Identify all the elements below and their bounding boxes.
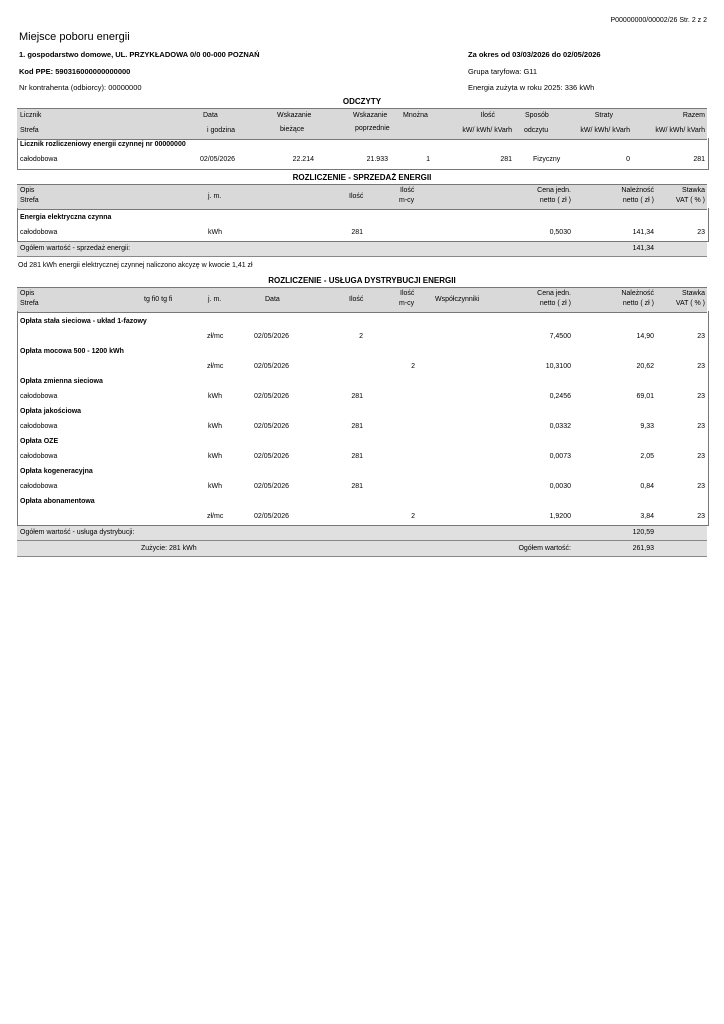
distribution-total-row — [17, 525, 707, 541]
col-coefficients: Współczynniki — [435, 296, 480, 303]
sales-quantity: 281 — [351, 229, 363, 236]
item-zone: całodobowa — [20, 483, 58, 490]
item-name: Opłata OZE — [20, 438, 59, 445]
col-date: Data — [203, 112, 218, 119]
sales-total-label: Ogółem wartość - sprzedaż energii: — [20, 245, 131, 252]
col-amount: Należność — [621, 290, 654, 297]
col-losses-unit: kW/ kWh/ kVarh — [580, 127, 630, 134]
sales-header — [17, 184, 707, 210]
item-date: 02/05/2026 — [254, 393, 290, 400]
item-unit-price: 0,2456 — [549, 393, 571, 400]
page-title: Miejsce poboru energii — [19, 31, 130, 43]
col-amount-2: netto ( zł ) — [622, 197, 654, 204]
item-unit-price: 0,0073 — [549, 453, 571, 460]
reading-total: 281 — [693, 156, 705, 163]
grand-total-label: Ogółem wartość: — [518, 545, 571, 552]
item-quantity: 281 — [351, 393, 363, 400]
item-amount: 9,33 — [640, 423, 654, 430]
sales-table — [17, 184, 707, 260]
item-vat: 23 — [697, 483, 705, 490]
col-total: Razem — [682, 112, 705, 119]
col-previous: Wskazanie — [353, 112, 388, 119]
item-date: 02/05/2026 — [254, 363, 290, 370]
item-quantity: 2 — [359, 333, 363, 340]
distribution-title: ROZLICZENIE - USŁUGA DYSTRYBUCJI ENERGII — [268, 276, 456, 285]
ppe-code: Kod PPE: 590316000000000000 — [19, 67, 131, 76]
readings-body-frame — [17, 138, 709, 170]
item-vat: 23 — [697, 513, 705, 520]
col-meter: Licznik — [20, 112, 42, 119]
meter-label: Licznik rozliczeniowy energii czynnej nr 00000000 — [20, 141, 186, 148]
item-unit: kWh — [208, 453, 222, 460]
item-unit-price: 10,3100 — [545, 363, 571, 370]
reading-current: 22.214 — [292, 156, 314, 163]
distribution-header — [17, 287, 707, 313]
item-amount: 20,62 — [636, 363, 654, 370]
item-unit: zł/mc — [207, 363, 224, 370]
distribution-total-value: 120,59 — [632, 529, 654, 536]
col-date: Data — [265, 296, 280, 303]
item-amount: 69,01 — [636, 393, 654, 400]
item-unit-price: 1,9200 — [549, 513, 571, 520]
item-unit-price: 0,0030 — [549, 483, 571, 490]
item-date: 02/05/2026 — [254, 483, 290, 490]
sales-total-row — [17, 241, 707, 257]
col-unit-price: Cena jedn. — [537, 187, 571, 194]
col-quantity-unit: kW/ kWh/ kVarh — [462, 127, 512, 134]
item-name: Opłata mocowa 500 - 1200 kWh — [20, 348, 124, 355]
item-zone: całodobowa — [20, 393, 58, 400]
contractor-number: Nr kontrahenta (odbiorcy): 00000000 — [19, 83, 142, 92]
col-description: Opis — [20, 290, 35, 297]
readings-header — [17, 108, 707, 140]
col-zone: Strefa — [20, 197, 39, 204]
item-quantity: 281 — [351, 483, 363, 490]
col-vat-2: VAT ( % ) — [675, 197, 705, 204]
item-amount: 3,84 — [640, 513, 654, 520]
distribution-table — [17, 287, 707, 557]
item-vat: 23 — [697, 333, 705, 340]
col-method: Sposób — [525, 112, 549, 119]
item-amount: 0,84 — [640, 483, 654, 490]
reading-quantity: 281 — [500, 156, 512, 163]
col-months-2: m-cy — [399, 300, 415, 307]
col-unit-price: Cena jedn. — [537, 290, 571, 297]
address: 1. gospodarstwo domowe, UL. PRZYKŁADOWA 0/0 00-000 POZNAŃ — [19, 50, 260, 59]
col-zone: Strefa — [20, 127, 39, 134]
col-vat: Stawka — [682, 290, 705, 297]
col-months: Ilość — [400, 290, 415, 297]
sales-unit-price: 0,5030 — [549, 229, 571, 236]
item-name: Opłata kogeneracyjna — [20, 468, 93, 475]
document-reference: P00000000/00002/26 Str. 2 z 2 — [610, 17, 707, 24]
item-vat: 23 — [697, 363, 705, 370]
item-unit-price: 0,0332 — [549, 423, 571, 430]
readings-table — [17, 108, 707, 170]
col-unit: j. m. — [208, 296, 222, 303]
tariff-group: Grupa taryfowa: G11 — [468, 67, 538, 76]
col-months-2: m-cy — [399, 197, 415, 204]
item-zone: całodobowa — [20, 423, 58, 430]
col-months: Ilość — [400, 187, 415, 194]
sales-zone: całodobowa — [20, 229, 58, 236]
col-vat: Stawka — [682, 187, 705, 194]
item-amount: 14,90 — [636, 333, 654, 340]
col-current: Wskazanie — [277, 112, 312, 119]
col-quantity: Ilość — [480, 112, 495, 119]
sales-unit: kWh — [208, 229, 222, 236]
item-name: Opłata abonamentowa — [20, 498, 95, 505]
item-date: 02/05/2026 — [254, 423, 290, 430]
col-amount-2: netto ( zł ) — [622, 300, 654, 307]
col-unit-price-2: netto ( zł ) — [539, 300, 571, 307]
col-amount: Należność — [621, 187, 654, 194]
sales-body-frame — [17, 208, 709, 242]
col-unit-price-2: netto ( zł ) — [539, 197, 571, 204]
sales-total-value: 141,34 — [632, 245, 654, 252]
annual-usage: Energia zużyta w roku 2025: 336 kWh — [468, 83, 595, 92]
reading-date: 02/05/2026 — [200, 156, 236, 163]
reading-method: Fizyczny — [533, 156, 561, 163]
col-unit: j. m. — [208, 193, 222, 200]
col-zone: Strefa — [20, 300, 39, 307]
col-multiplier: Mnożna — [403, 112, 428, 119]
item-unit: kWh — [208, 423, 222, 430]
col-total-unit: kW/ kWh/ kVarh — [655, 127, 705, 134]
item-zone: całodobowa — [20, 453, 58, 460]
reading-losses: 0 — [626, 156, 630, 163]
reading-zone: całodobowa — [20, 156, 58, 163]
reading-previous: 21.933 — [366, 156, 388, 163]
item-vat: 23 — [697, 423, 705, 430]
item-date: 02/05/2026 — [254, 333, 290, 340]
sales-amount: 141,34 — [632, 229, 654, 236]
col-tg-fi: tg fi0 tg fi — [144, 296, 173, 303]
sales-group: Energia elektryczna czynna — [20, 214, 112, 221]
excise-note: Od 281 kWh energii elektrycznej czynnej naliczono akcyzę w kwocie 1,41 zł — [18, 262, 253, 269]
col-description: Opis — [20, 187, 35, 194]
item-vat: 23 — [697, 453, 705, 460]
billing-period: Za okres od 03/03/2026 do 02/05/2026 — [468, 50, 601, 59]
item-unit-price: 7,4500 — [549, 333, 571, 340]
item-unit: zł/mc — [207, 333, 224, 340]
item-name: Opłata jakościowa — [20, 408, 82, 415]
consumption-summary: Zużycie: 281 kWh — [141, 545, 197, 552]
readings-title: ODCZYTY — [342, 97, 382, 106]
distribution-total-label: Ogółem wartość - usługa dystrybucji: — [20, 529, 135, 536]
grand-total-row — [17, 540, 707, 557]
sales-title: ROZLICZENIE - SPRZEDAŻ ENERGII — [292, 173, 432, 182]
item-unit: kWh — [208, 483, 222, 490]
col-vat-2: VAT ( % ) — [675, 300, 705, 307]
item-quantity: 281 — [351, 423, 363, 430]
col-previous-2: poprzednie — [355, 125, 390, 132]
item-date: 02/05/2026 — [254, 453, 290, 460]
col-current-2: bieżące — [280, 126, 305, 133]
distribution-body-frame — [17, 311, 709, 526]
item-vat: 23 — [697, 393, 705, 400]
grand-total-value: 261,93 — [632, 545, 654, 552]
col-losses: Straty — [594, 112, 613, 119]
col-quantity: Ilość — [349, 193, 364, 200]
item-name: Opłata zmienna sieciowa — [20, 378, 103, 385]
col-method-2: odczytu — [524, 127, 549, 134]
sales-vat: 23 — [697, 229, 705, 236]
item-quantity: 281 — [351, 453, 363, 460]
item-months: 2 — [411, 363, 415, 370]
item-amount: 2,05 — [640, 453, 654, 460]
item-name: Opłata stała sieciowa - układ 1-fazowy — [20, 318, 147, 325]
col-time: i godzina — [207, 127, 236, 134]
item-unit: kWh — [208, 393, 222, 400]
item-months: 2 — [411, 513, 415, 520]
item-unit: zł/mc — [207, 513, 224, 520]
item-date: 02/05/2026 — [254, 513, 290, 520]
reading-multiplier: 1 — [426, 156, 430, 163]
col-quantity: Ilość — [349, 296, 364, 303]
